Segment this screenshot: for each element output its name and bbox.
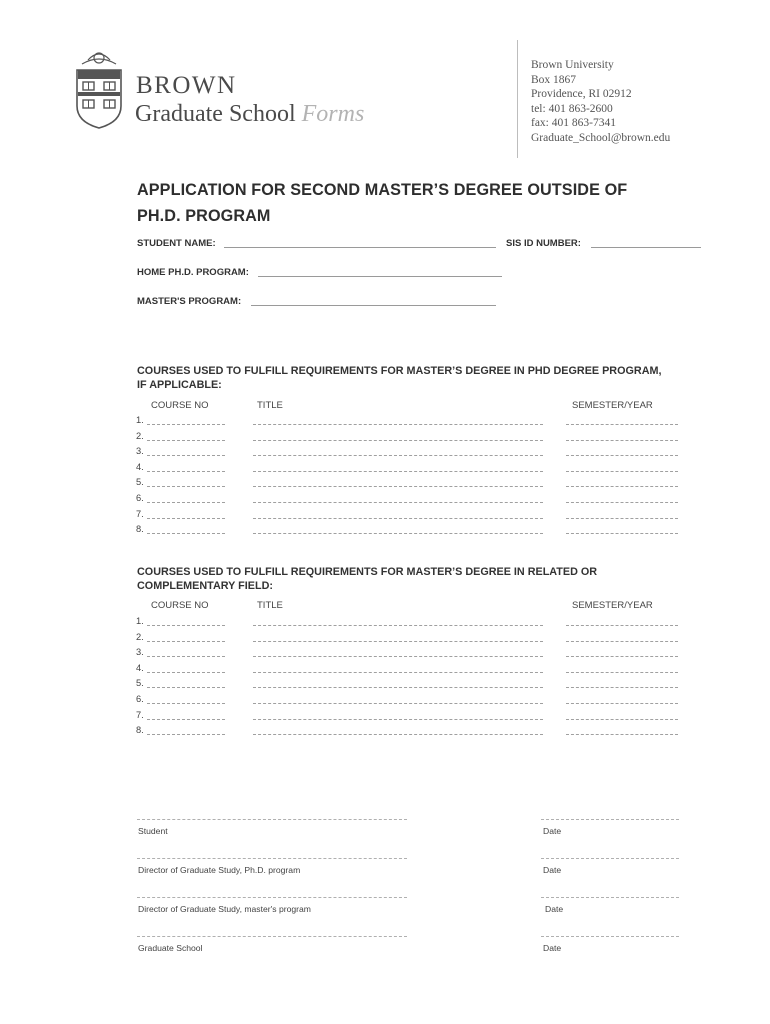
semester-year-field[interactable] [566, 424, 678, 425]
course-title-field[interactable] [253, 502, 543, 503]
address-line: tel: 401 863-2600 [531, 102, 613, 115]
row-number: 2. [136, 631, 144, 642]
course-no-field[interactable] [147, 471, 225, 472]
semester-year-field[interactable] [566, 486, 678, 487]
row-number: 4. [136, 662, 144, 673]
course-no-field[interactable] [147, 672, 225, 673]
semester-year-field[interactable] [566, 672, 678, 673]
student-name-label: STUDENT NAME: [137, 238, 216, 249]
row-number: 4. [136, 461, 144, 472]
col-course-no: COURSE NO [151, 400, 209, 411]
row-number: 3. [136, 647, 144, 658]
school-name [135, 102, 364, 126]
address-block [531, 58, 670, 146]
semester-year-field[interactable] [566, 533, 678, 534]
address-line: Graduate_School@brown.edu [531, 131, 671, 144]
signature-line[interactable] [137, 936, 407, 937]
semester-year-field[interactable] [566, 656, 678, 657]
row-number: 8. [136, 524, 144, 535]
course-no-field[interactable] [147, 502, 225, 503]
row-number: 6. [136, 493, 144, 503]
semester-year-field[interactable] [566, 625, 678, 626]
section1-heading [137, 364, 662, 392]
row-number: 1. [136, 415, 144, 425]
semester-year-field[interactable] [566, 440, 678, 441]
course-title-field[interactable] [253, 518, 543, 519]
course-title-field[interactable] [253, 656, 543, 657]
row-number: 6. [136, 694, 144, 704]
course-title-field[interactable] [253, 533, 543, 534]
course-no-field[interactable] [147, 440, 225, 441]
course-title-field[interactable] [253, 641, 543, 642]
semester-year-field[interactable] [566, 518, 678, 519]
section1-heading-line-2: IF APPLICABLE: [137, 379, 222, 391]
course-no-field[interactable] [147, 719, 225, 720]
semester-year-field[interactable] [566, 455, 678, 456]
row-number: 7. [136, 709, 144, 720]
signature-label: Graduate School [138, 943, 203, 953]
address-line: fax: 401 863-7341 [531, 117, 616, 130]
row-number: 5. [136, 678, 144, 689]
home-program-label: HOME PH.D. PROGRAM: [137, 267, 249, 278]
date-line[interactable] [541, 819, 679, 820]
section2-heading-line-1: COURSES USED TO FULFILL REQUIREMENTS FOR MASTER’S DEGREE IN RELATED OR [137, 566, 598, 578]
row-number: 8. [136, 725, 144, 736]
course-title-field[interactable] [253, 687, 543, 688]
sis-id-field[interactable] [591, 247, 701, 248]
course-no-field[interactable] [147, 687, 225, 688]
course-title-field[interactable] [253, 734, 543, 735]
signature-label: Student [138, 826, 168, 836]
row-number: 2. [136, 430, 144, 441]
address-line: Brown University [531, 59, 614, 71]
signature-line[interactable] [137, 897, 407, 898]
course-no-field[interactable] [147, 703, 225, 704]
masters-program-label: MASTER'S PROGRAM: [137, 296, 242, 307]
date-label: Date [543, 826, 562, 836]
course-title-field[interactable] [253, 719, 543, 720]
sis-id-label: SIS ID NUMBER: [506, 238, 581, 249]
brown-shield-logo-icon [74, 46, 124, 130]
row-number: 1. [136, 616, 144, 626]
semester-year-field[interactable] [566, 641, 678, 642]
semester-year-field[interactable] [566, 687, 678, 688]
date-label: Date [543, 943, 562, 953]
date-line[interactable] [541, 936, 679, 937]
semester-year-field[interactable] [566, 703, 678, 704]
address-line: Providence, RI 02912 [531, 88, 632, 101]
course-title-field[interactable] [253, 455, 543, 456]
semester-year-field[interactable] [566, 734, 678, 735]
course-no-field[interactable] [147, 533, 225, 534]
row-number: 3. [136, 446, 144, 457]
signature-label: Director of Graduate Study, Ph.D. program [138, 865, 301, 875]
course-no-field[interactable] [147, 424, 225, 425]
course-no-field[interactable] [147, 625, 225, 626]
signature-label: Director of Graduate Study, master's program [138, 904, 311, 914]
course-title-field[interactable] [253, 625, 543, 626]
home-program-field[interactable] [258, 276, 502, 277]
title-line-2: PH.D. PROGRAM [137, 207, 271, 225]
section2-heading-line-2: COMPLEMENTARY FIELD: [137, 580, 273, 592]
signature-line[interactable] [137, 858, 407, 859]
col-course-no: COURSE NO [151, 600, 209, 611]
course-title-field[interactable] [253, 440, 543, 441]
col-title: TITLE [257, 400, 283, 411]
address-line: Box 1867 [531, 73, 577, 86]
course-title-field[interactable] [253, 703, 543, 704]
course-no-field[interactable] [147, 455, 225, 456]
semester-year-field[interactable] [566, 502, 678, 503]
col-title: TITLE [257, 600, 283, 611]
course-title-field[interactable] [253, 471, 543, 472]
form-title [137, 177, 737, 229]
course-no-field[interactable] [147, 518, 225, 519]
brand-name: BROWN [136, 72, 237, 99]
course-no-field[interactable] [147, 641, 225, 642]
student-name-field[interactable] [224, 247, 496, 248]
section2-heading [137, 565, 597, 593]
course-no-field[interactable] [147, 734, 225, 735]
course-title-field[interactable] [253, 424, 543, 425]
col-semester-year: SEMESTER/YEAR [572, 600, 653, 611]
semester-year-field[interactable] [566, 719, 678, 720]
course-no-field[interactable] [147, 486, 225, 487]
course-title-field[interactable] [253, 486, 543, 487]
forms-label: Forms [301, 101, 365, 127]
semester-year-field[interactable] [566, 471, 678, 472]
row-number: 5. [136, 477, 144, 488]
date-line[interactable] [541, 858, 679, 859]
school-label: Graduate School [135, 101, 296, 127]
date-label: Date [545, 904, 564, 914]
title-line-1: APPLICATION FOR SECOND MASTER’S DEGREE OUTSIDE OF [137, 181, 628, 199]
signature-line[interactable] [137, 819, 407, 820]
date-line[interactable] [541, 897, 679, 898]
col-semester-year: SEMESTER/YEAR [572, 400, 653, 411]
course-no-field[interactable] [147, 656, 225, 657]
date-label: Date [543, 865, 562, 875]
header-divider [517, 40, 518, 158]
row-number: 7. [136, 508, 144, 519]
masters-program-field[interactable] [251, 305, 496, 306]
course-title-field[interactable] [253, 672, 543, 673]
section1-heading-line-1: COURSES USED TO FULFILL REQUIREMENTS FOR MASTER’S DEGREE IN PHD DEGREE PROGRAM, [137, 365, 662, 377]
